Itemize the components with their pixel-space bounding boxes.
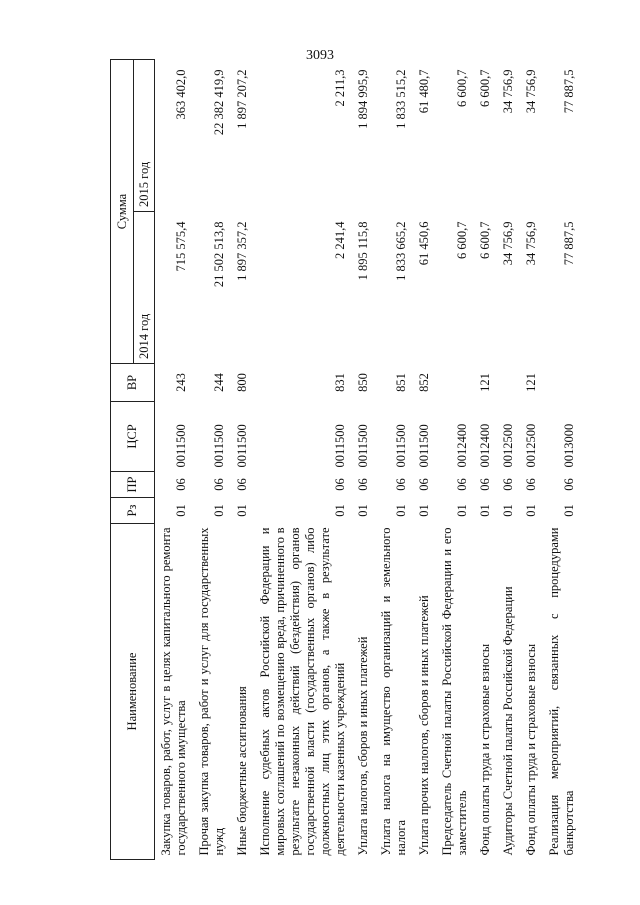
row-name: Реализация мероприятий, связанных с процедурами банкротства [547,527,576,856]
row-sum-2015: 6 600,7 [478,69,492,107]
table-row [352,60,375,860]
table-row [375,60,413,860]
table-row [543,60,581,860]
row-rz: 01 [562,504,576,517]
header-csr: ЦСР [111,402,155,472]
table-row [436,60,474,860]
row-csr: 0011500 [417,424,431,468]
row-pr: 06 [417,478,431,491]
row-name: Фонд оплаты труда и страховые взносы [478,643,492,856]
table-row [193,60,231,860]
row-sum-2014: 2 241,4 [333,221,347,259]
row-vr: 121 [478,373,492,392]
rotated-page-content [110,60,580,860]
row-name: Иные бюджетные ассигнования [235,686,249,856]
row-pr: 06 [174,478,188,491]
table-row [413,60,436,860]
row-vr [543,364,581,402]
row-pr: 06 [501,478,515,491]
row-pr: 06 [455,478,469,491]
row-csr: 0011500 [174,424,188,468]
row-pr: 06 [235,478,249,491]
row-vr: 850 [356,373,370,392]
row-pr: 06 [478,478,492,491]
row-sum-2015: 1 894 995,9 [356,69,370,129]
row-pr: 06 [356,478,370,491]
row-sum-2015: 22 382 419,9 [212,69,226,136]
row-sum-2015: 1 897 207,2 [235,69,249,129]
table-row [231,60,254,860]
header-vr: ВР [111,364,155,402]
header-rz: Рз [111,498,155,524]
row-pr: 06 [524,478,538,491]
row-csr: 0012500 [501,423,515,468]
row-vr: 852 [417,373,431,392]
row-vr: 121 [524,373,538,392]
row-vr: 831 [333,373,347,392]
row-name: Аудиторы Счетной палаты Российской Федерации [501,586,515,856]
row-name: Уплата прочих налогов, сборов и иных платежей [417,595,431,856]
row-name: Прочая закупка товаров, работ и услуг для государственных нужд [197,527,226,856]
row-rz: 01 [524,504,538,517]
row-csr: 0011500 [333,424,347,468]
page-number: 3093 [306,48,334,63]
row-sum-2014: 34 756,9 [501,221,515,266]
row-csr: 0012400 [455,423,469,468]
row-sum-2015: 34 756,9 [501,69,515,114]
row-sum-2014: 21 502 513,8 [212,221,226,288]
row-rz: 01 [235,504,249,517]
row-sum-2014: 34 756,9 [524,221,538,266]
row-sum-2014: 6 600,7 [455,221,469,259]
header-sum: Сумма [111,60,134,364]
row-vr [436,364,474,402]
table-header [111,60,155,860]
row-name: Закупка товаров, работ, услуг в целях капитального ремонта государственного имущества [159,527,188,856]
row-csr: 0012500 [524,423,538,468]
row-csr: 0011500 [212,424,226,468]
row-name: Уплата налога на имущество организаций и земельного налога [379,527,408,856]
row-sum-2015: 61 480,7 [417,69,431,114]
row-name: Фонд оплаты труда и страховые взносы [524,643,538,856]
row-pr: 06 [394,478,408,491]
row-csr: 0011500 [394,424,408,468]
row-rz: 01 [356,504,370,517]
row-vr [497,364,520,402]
row-sum-2014: 6 600,7 [478,221,492,259]
table-row [520,60,543,860]
table-row [254,60,352,860]
row-csr: 0013000 [562,423,576,468]
row-pr: 06 [562,478,576,491]
row-sum-2015: 1 833 515,2 [394,69,408,129]
row-rz: 01 [394,504,408,517]
row-sum-2015: 6 600,7 [455,69,469,107]
row-sum-2015: 363 402,0 [174,69,188,120]
row-name: Председатель Счетной палаты Российской Федерации и его заместитель [440,527,469,856]
row-pr: 06 [212,478,226,491]
row-rz: 01 [417,504,431,517]
row-name: Исполнение судебных актов Российской Федерации и мировых соглашений по возмещению вреда, причиненного в результате незаконных действий (бездействия) органов государственной власти (государственных органов) либо должностных лиц этих органов, а также в результате деятельности казенных учреждений [258,527,347,856]
row-vr: 244 [212,373,226,392]
table-row [497,60,520,860]
row-rz: 01 [478,504,492,517]
row-sum-2015: 2 211,3 [333,69,347,107]
table-body [155,60,582,860]
row-rz: 01 [455,504,469,517]
budget-table [110,59,581,860]
header-year-2015: 2015 год [134,60,155,212]
rotated-table-area [110,60,580,860]
row-csr: 0012400 [478,423,492,468]
row-sum-2015: 77 887,5 [562,69,576,114]
row-rz: 01 [501,504,515,517]
row-csr: 0011500 [235,424,249,468]
table-row [474,60,497,860]
table-row [155,60,194,860]
row-rz: 01 [174,504,188,517]
header-pr: ПР [111,472,155,498]
row-sum-2014: 1 895 115,8 [356,221,370,281]
row-rz: 01 [333,504,347,517]
row-vr: 800 [235,373,249,392]
row-sum-2014: 61 450,6 [417,221,431,266]
row-sum-2014: 1 897 357,2 [235,221,249,281]
row-sum-2015: 34 756,9 [524,69,538,114]
row-sum-2014: 715 575,4 [174,221,188,272]
row-vr: 243 [174,373,188,392]
header-name: Наименование [111,524,155,860]
row-pr: 06 [333,478,347,491]
row-vr: 851 [394,373,408,392]
row-name: Уплата налогов, сборов и иных платежей [356,636,370,856]
header-year-2014: 2014 год [134,212,155,364]
row-sum-2014: 1 833 665,2 [394,221,408,281]
row-csr: 0011500 [356,424,370,468]
row-rz: 01 [212,504,226,517]
row-sum-2014: 77 887,5 [562,221,576,266]
